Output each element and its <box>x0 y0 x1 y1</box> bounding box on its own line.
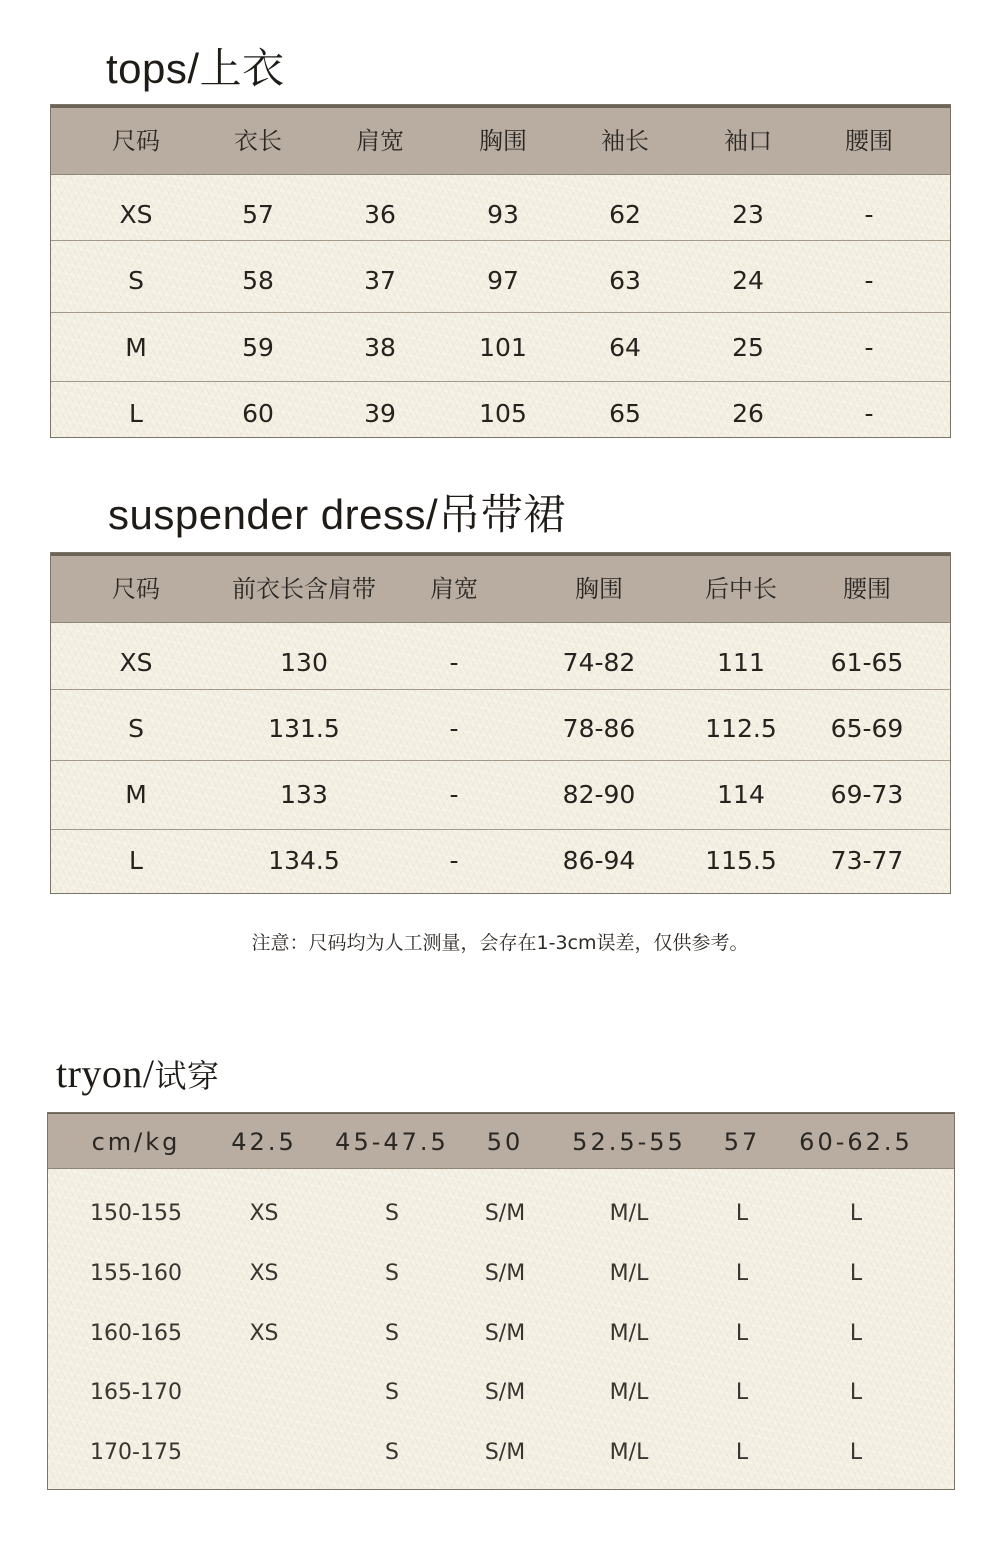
tryon-cell: S <box>385 1261 399 1286</box>
tops-cell: 58 <box>242 266 274 295</box>
tryon-title <box>56 1050 220 1097</box>
dress-title-en: suspender dress/ <box>108 491 439 538</box>
dress-row-divider <box>51 760 950 761</box>
tryon-cell: M/L <box>609 1440 649 1465</box>
tryon-cell: 165-170 <box>90 1380 182 1405</box>
tops-cell: 60 <box>242 399 274 428</box>
tryon-cell: S/M <box>484 1261 526 1286</box>
tryon-cell: L <box>849 1261 863 1286</box>
tops-cell: 26 <box>732 399 764 428</box>
tops-size-table <box>50 104 951 438</box>
tops-title-en: tops/ <box>106 45 200 92</box>
tryon-cell: 155-160 <box>90 1261 182 1286</box>
dress-cell: 134.5 <box>268 846 340 875</box>
tryon-cell: L <box>735 1201 749 1226</box>
dress-cell: 115.5 <box>705 846 777 875</box>
tryon-cell: L <box>735 1261 749 1286</box>
tops-title-cn: 上衣 <box>199 44 285 93</box>
dress-cell: 61-65 <box>830 648 904 677</box>
dress-header-4: 后中长 <box>705 575 777 603</box>
tryon-cell: S <box>385 1321 399 1346</box>
tops-header-3: 胸围 <box>479 127 527 155</box>
tryon-cell: S <box>385 1440 399 1465</box>
tryon-cell: L <box>735 1440 749 1465</box>
dress-cell: 86-94 <box>562 846 636 875</box>
tops-cell: 62 <box>609 200 641 229</box>
tryon-cell: S <box>385 1380 399 1405</box>
dress-row-divider <box>51 689 950 690</box>
dress-cell: 111 <box>717 648 765 677</box>
tops-cell: 57 <box>242 200 274 229</box>
tops-cell: 105 <box>479 399 527 428</box>
tryon-cell: L <box>849 1201 863 1226</box>
tops-cell: 63 <box>609 266 641 295</box>
dress-header-1: 前衣长含肩带 <box>232 575 376 603</box>
tops-cell: 59 <box>242 333 274 362</box>
tops-row-divider <box>51 312 950 313</box>
dress-cell: L <box>129 846 143 875</box>
dress-cell: 69-73 <box>830 780 904 809</box>
tops-cell: 38 <box>364 333 396 362</box>
dress-cell: 133 <box>280 780 328 809</box>
tops-header-6: 腰围 <box>845 127 893 155</box>
dress-cell: 65-69 <box>830 714 904 743</box>
tops-cell: 101 <box>479 333 527 362</box>
tryon-cell: S/M <box>484 1201 526 1226</box>
dress-cell: 131.5 <box>268 714 340 743</box>
tops-cell: 23 <box>732 200 764 229</box>
tops-cell: 36 <box>364 200 396 229</box>
tryon-cell: S <box>385 1201 399 1226</box>
tops-cell: - <box>864 200 874 229</box>
dress-cell: 112.5 <box>705 714 777 743</box>
tryon-cell: M/L <box>609 1201 649 1226</box>
tryon-header-4: 52.5-55 <box>572 1128 686 1156</box>
tryon-table <box>47 1112 955 1490</box>
dress-cell: XS <box>119 648 153 677</box>
tops-cell: XS <box>119 200 153 229</box>
tops-cell: L <box>129 399 143 428</box>
dress-header-0: 尺码 <box>112 575 160 603</box>
dress-cell: - <box>449 714 459 743</box>
tryon-cell: M/L <box>609 1380 649 1405</box>
tryon-header-6: 60-62.5 <box>799 1128 913 1156</box>
dress-cell: M <box>125 780 147 809</box>
tryon-header-1: 42.5 <box>231 1128 297 1156</box>
tryon-cell: S/M <box>484 1440 526 1465</box>
dress-cell: 78-86 <box>562 714 636 743</box>
tops-cell: 97 <box>487 266 519 295</box>
tops-cell: 39 <box>364 399 396 428</box>
tops-cell: 37 <box>364 266 396 295</box>
dress-row-divider <box>51 829 950 830</box>
dress-title-cn: 吊带裙 <box>438 490 566 539</box>
tops-row-divider <box>51 240 950 241</box>
tryon-cell: XS <box>249 1201 279 1226</box>
tops-cell: - <box>864 333 874 362</box>
tops-cell: S <box>128 266 144 295</box>
tryon-header-5: 57 <box>723 1128 761 1156</box>
tryon-cell: L <box>735 1380 749 1405</box>
tops-header-0: 尺码 <box>112 127 160 155</box>
tops-cell: - <box>864 399 874 428</box>
tryon-cell: L <box>849 1321 863 1346</box>
dress-cell: 130 <box>280 648 328 677</box>
dress-title <box>108 482 566 542</box>
dress-header-row <box>51 553 950 623</box>
tops-cell: 65 <box>609 399 641 428</box>
tryon-cell: 150-155 <box>90 1201 182 1226</box>
tryon-cell: L <box>735 1321 749 1346</box>
tryon-cell: 160-165 <box>90 1321 182 1346</box>
tryon-header-3: 50 <box>486 1128 524 1156</box>
tryon-cell: XS <box>249 1321 279 1346</box>
tops-cell: 93 <box>487 200 519 229</box>
dress-cell: 82-90 <box>562 780 636 809</box>
tryon-cell: 170-175 <box>90 1440 182 1465</box>
dress-cell: 74-82 <box>562 648 636 677</box>
dress-cell: - <box>449 648 459 677</box>
tryon-cell: XS <box>249 1261 279 1286</box>
dress-cell: - <box>449 846 459 875</box>
dress-header-2: 肩宽 <box>430 575 478 603</box>
dress-cell: S <box>128 714 144 743</box>
tops-cell: 24 <box>732 266 764 295</box>
tryon-title-en: tryon/ <box>56 1051 155 1096</box>
tryon-cell: S/M <box>484 1380 526 1405</box>
dress-size-table <box>50 552 951 894</box>
dress-header-5: 腰围 <box>843 575 891 603</box>
tryon-cell: M/L <box>609 1321 649 1346</box>
tops-title <box>106 36 285 96</box>
tops-cell: M <box>125 333 147 362</box>
tops-header-5: 袖口 <box>724 127 772 155</box>
dress-cell: 73-77 <box>830 846 904 875</box>
tops-cell: 64 <box>609 333 641 362</box>
tops-header-1: 衣长 <box>234 127 282 155</box>
dress-cell: - <box>449 780 459 809</box>
tops-cell: - <box>864 266 874 295</box>
tryon-cell: M/L <box>609 1261 649 1286</box>
dress-header-3: 胸围 <box>575 575 623 603</box>
dress-cell: 114 <box>717 780 765 809</box>
tryon-header-0: cm/kg <box>91 1128 181 1156</box>
tops-cell: 25 <box>732 333 764 362</box>
tryon-header-2: 45-47.5 <box>335 1128 449 1156</box>
tops-header-4: 袖长 <box>601 127 649 155</box>
tops-row-divider <box>51 381 950 382</box>
tops-header-2: 肩宽 <box>356 127 404 155</box>
tryon-cell: L <box>849 1440 863 1465</box>
tryon-cell: L <box>849 1380 863 1405</box>
tryon-cell: S/M <box>484 1321 526 1346</box>
measurement-note: 注意：尺码均为人工测量，会存在1-3cm误差，仅供参考。 <box>251 932 749 954</box>
tryon-title-cn: 试穿 <box>154 1057 220 1095</box>
